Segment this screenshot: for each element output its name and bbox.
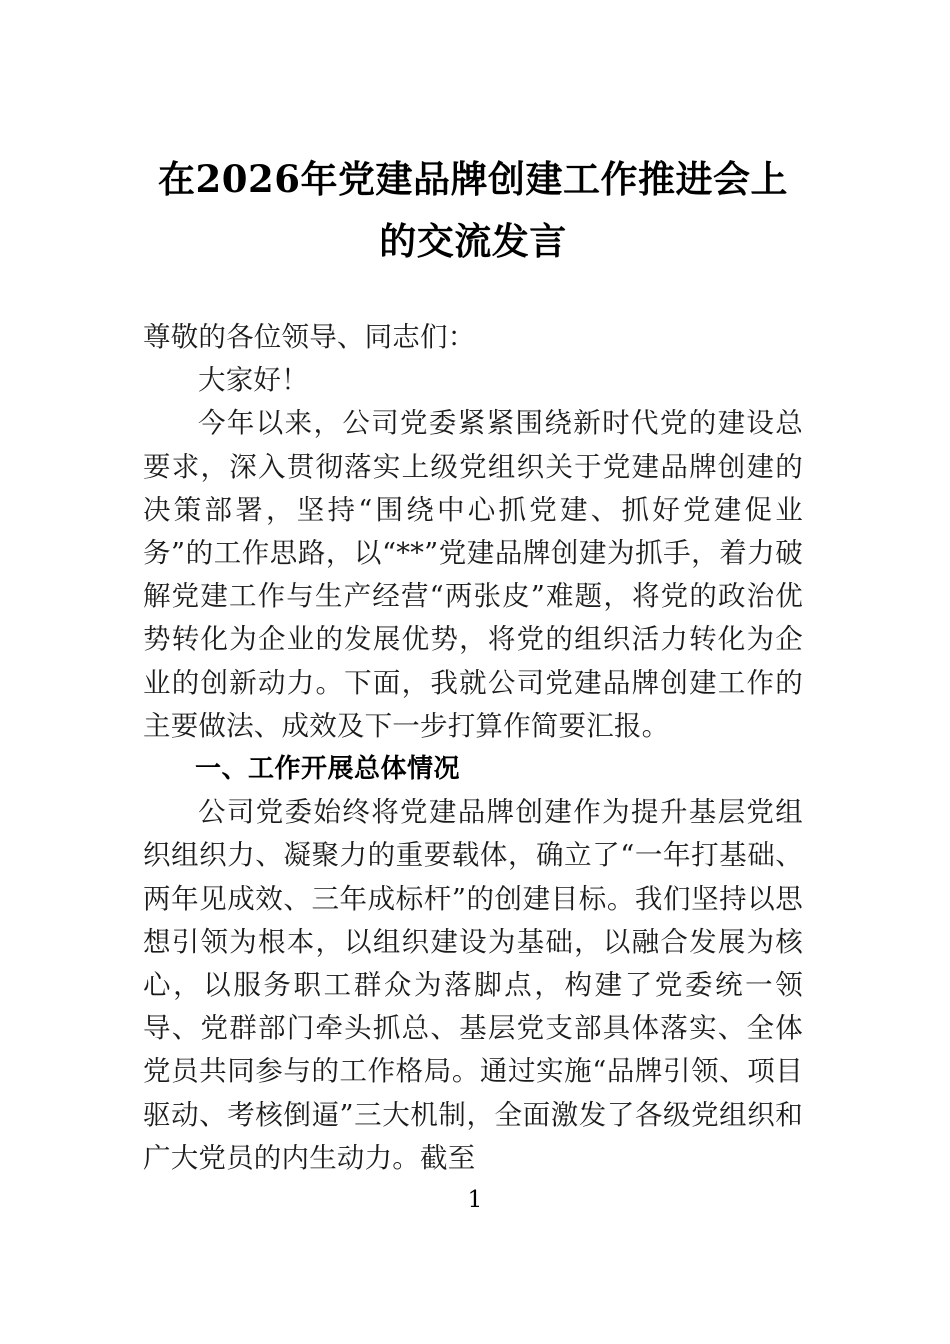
greeting-paragraph: 大家好！	[198, 364, 309, 397]
section-heading-1: 一、工作开展总体情况	[195, 754, 461, 785]
salutation-line: 尊敬的各位领导、同志们：	[143, 321, 476, 353]
section-1-paragraph: 公司党委始终将党建品牌创建作为提升基层党组织组织力、凝聚力的重要载体，确立了“一年打基础、两年见成效、三年成标杆”的创建目标。我们坚持以思想引领为根本，以组织建设为基础，以融合发展为核心，以服务职工群众为落脚点，构建了党委统一领导、党群部门牵头抓总、基层党支部具体落实、全体党员共同参与的工作格局。通过实施“品牌引领、项目驱动、考核倒逼”三大机制，全面激发了各级党组织和广大党员的内生动力。截至	[143, 796, 803, 1174]
document-body	[143, 0, 803, 1180]
page-number: 1	[467, 1187, 483, 1213]
opening-paragraph: 今年以来，公司党委紧紧围绕新时代党的建设总要求，深入贯彻落实上级党组织关于党建品牌创建的决策部署，坚持“围绕中心抓党建、抓好党建促业务”的工作思路，以“**”党建品牌创建为抓手，着力破解党建工作与生产经营“两张皮”难题，将党的政治优势转化为企业的发展优势，将党的组织活力转化为企业的创新动力。下面，我就公司党建品牌创建工作的主要做法、成效及下一步打算作简要汇报。	[143, 407, 803, 742]
page-title: 在2026年党建品牌创建工作推进会上的交流发言	[158, 157, 788, 263]
